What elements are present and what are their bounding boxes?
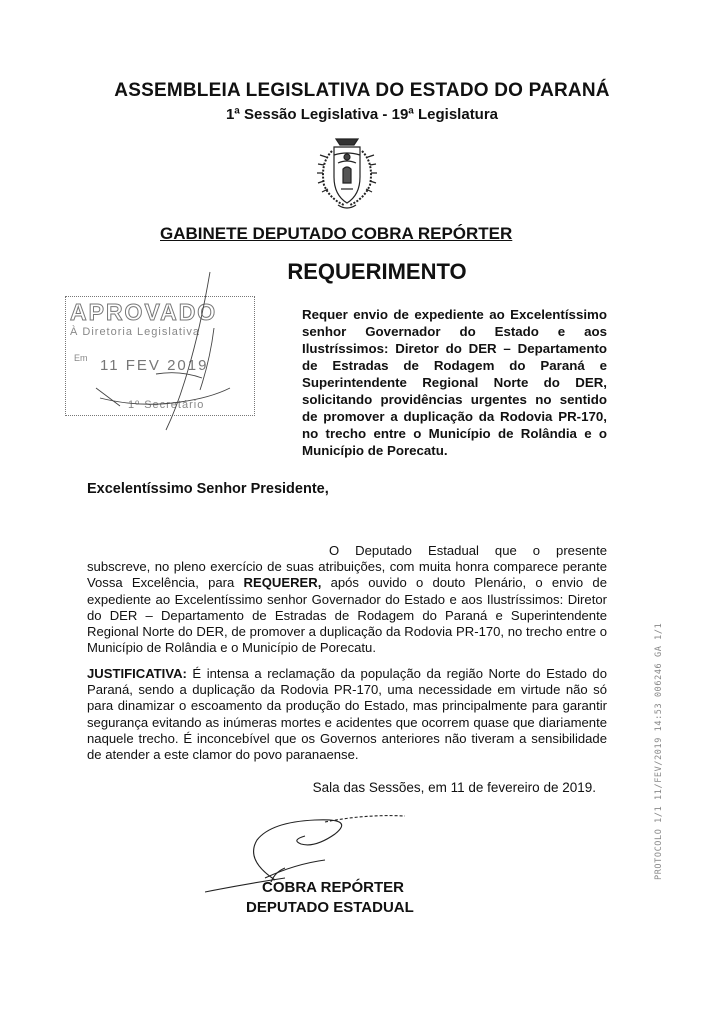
justification-paragraph — [87, 666, 607, 763]
stamp-signer: 1º Secretário — [128, 399, 205, 411]
body-text: após ouvido o douto Plenário, o envio de expediente ao Excelentíssimo senhor Governador do Estado e aos Ilustríssimos: Diretor do DER – Departamento de Estradas de Rodagem do Paraná e Superintendente Regional Norte do DER, de promover a duplicação da Rodovia PR-170, no trecho entre o Município de Rolândia e o Município de Porecatu. — [87, 575, 607, 656]
body-paragraph — [87, 543, 607, 656]
stamp-status: APROVADO — [70, 299, 218, 325]
justification-text: É intensa a reclamação da população da região Norte do Estado do Paraná, sendo a duplicação da Rodovia PR-170, uma necessidade em virtude não só para dinamizar o escoamento da produção do Estado, mas principalmente para garantir segurança evitando as inúmeras mortes e acidentes que ocorrem quase que diariamente naquele trecho. É inconcebível que os Governos anteriores não tiveram a sensibilidade de atender a este clamor do povo paranaense. — [87, 666, 607, 763]
request-summary: Requer envio de expediente ao Excelentíssimo senhor Governador do Estado e aos Ilustríssimos: Diretor do DER – Departamento de Estradas de Rodagem do Paraná e Superintendente Regional Norte do DER, solicitando providências urgentes no sentido de promover a duplicação da Rodovia PR-170, no trecho entre o Município de Rolândia e o Município de Porecatu. — [302, 307, 607, 458]
salutation: Excelentíssimo Senhor Presidente, — [87, 481, 329, 497]
protocol-stamp — [648, 580, 668, 880]
parana-coat-of-arms-icon — [308, 133, 386, 213]
place-date: Sala das Sessões, em 11 de fevereiro de 2019. — [312, 780, 596, 795]
body-keyword: REQUERER, — [243, 575, 322, 591]
stamp-em-label: Em — [74, 353, 88, 363]
signer-role: DEPUTADO ESTADUAL — [246, 899, 414, 916]
body-text: O Deputado Estadual que o presente subscreve, no pleno exercício de suas atribuições, com muita honra comparece perante Vossa Excelência, para — [87, 543, 607, 591]
signer-name: COBRA REPÓRTER — [262, 879, 404, 896]
session-subtitle: 1ª Sessão Legislativa - 19ª Legislatura — [225, 106, 499, 123]
cabinet-heading: GABINETE DEPUTADO COBRA REPÓRTER — [160, 224, 513, 243]
assembly-title: ASSEMBLEIA LEGISLATIVA DO ESTADO DO PARANÁ — [114, 80, 610, 101]
stamp-signature-icon — [60, 270, 280, 440]
document-title: REQUERIMENTO — [287, 259, 467, 284]
stamp-recipient: À Diretoria Legislativa — [70, 326, 200, 338]
stamp-date: 11 FEV 2019 — [100, 357, 209, 374]
justification-label: JUSTIFICATIVA: — [87, 666, 187, 681]
protocol-text: PROTOCOLO 1/1 11/FEV/2019 14:53 006246 GA 1/1 — [654, 622, 664, 880]
